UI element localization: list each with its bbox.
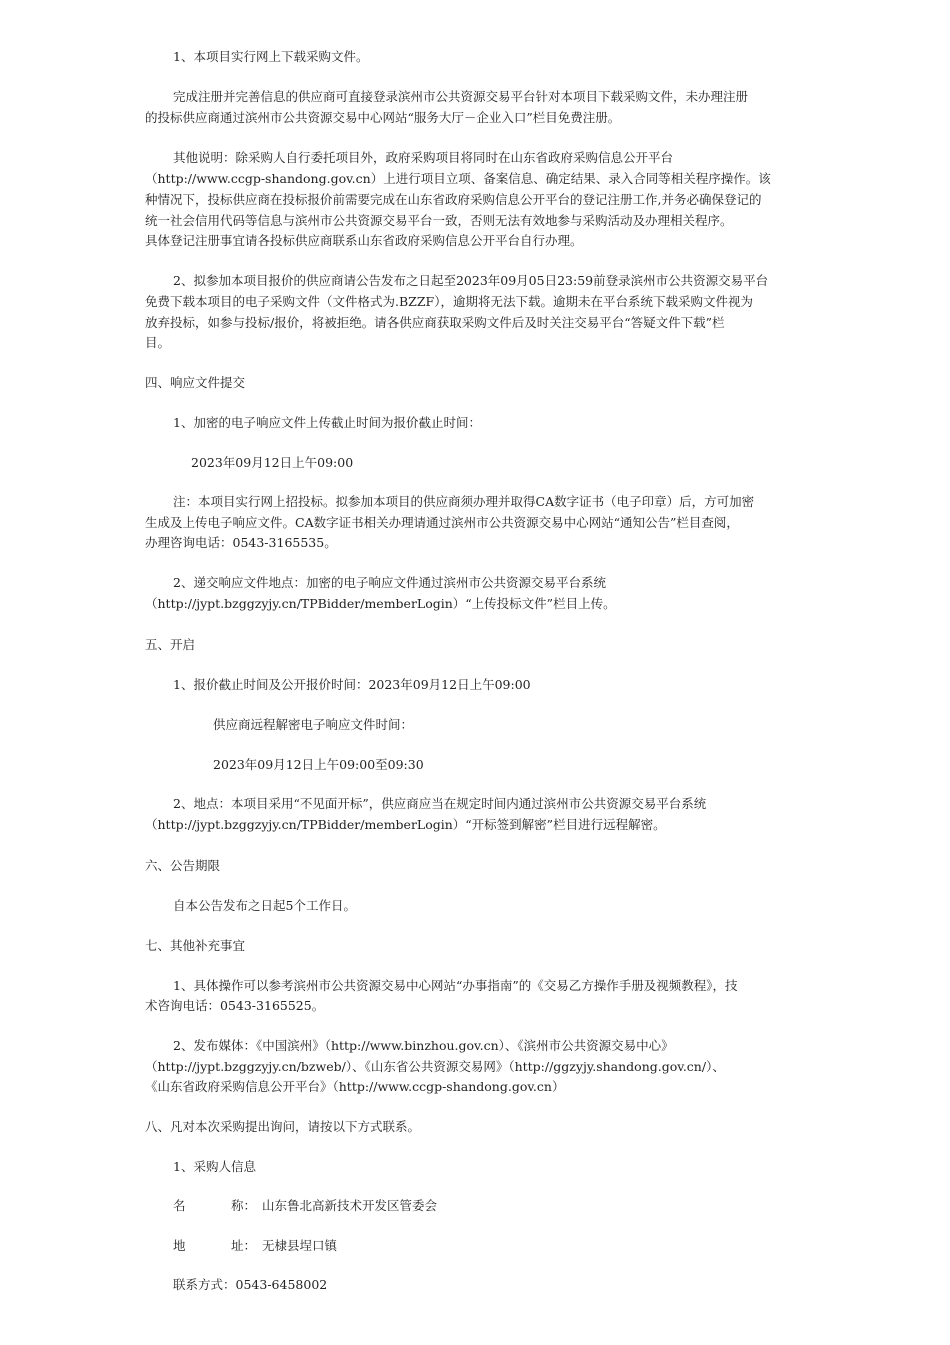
paragraph-line: 供应商远程解密电子响应文件时间：: [213, 717, 414, 732]
paragraph-line: 种情况下，投标供应商在投标报价前需要完成在山东省政府采购信息公开平台的登记注册工作,并务必确保登记的: [145, 192, 762, 207]
contact-name-label-a: 名: [173, 1198, 186, 1213]
paragraph-line: 自本公告发布之日起5个工作日。: [173, 898, 356, 913]
paragraph-line: 注：本项目实行网上招投标。拟参加本项目的供应商须办理并取得CA数字证书（电子印章）后，方可加密: [173, 494, 755, 509]
section-heading: 八、凡对本次采购提出询问，请按以下方式联系。: [145, 1119, 421, 1134]
contact-name-value: 山东鲁北高新技术开发区管委会: [262, 1198, 438, 1213]
contact-name-row: [145, 1195, 845, 1216]
paragraph-line: 办理咨询电话：0543-3165535。: [145, 535, 337, 550]
paragraph-line: 完成注册并完善信息的供应商可直接登录滨州市公共资源交易平台针对本项目下载采购文件，未办理注册: [173, 89, 749, 104]
paragraph-line: 具体登记注册事宜请各投标供应商联系山东省政府采购信息公开平台自行办理。: [145, 233, 583, 248]
paragraph-line: 统一社会信用代码等信息与滨州市公共资源交易平台一致，否则无法有效地参与采购活动及办理相关程序。: [145, 213, 733, 228]
paragraph-line: 1、采购人信息: [173, 1159, 256, 1174]
contact-address-value: 无棣县埕口镇: [262, 1238, 338, 1253]
paragraph-line: 放弃投标，如参与投标/报价，将被拒绝。请各供应商获取采购文件后及时关注交易平台“答疑文件下载”栏: [145, 315, 725, 330]
paragraph-line: 生成及上传电子响应文件。CA数字证书相关办理请通过滨州市公共资源交易中心网站“通知公告”栏目查阅，: [145, 515, 739, 530]
paragraph-line: 1、具体操作可以参考滨州市公共资源交易中心网站“办事指南”的《交易乙方操作手册及视频教程》，技: [173, 978, 738, 993]
section-heading: 七、其他补充事宜: [145, 938, 246, 953]
section-heading: 四、响应文件提交: [145, 375, 246, 390]
paragraph-line: 1、加密的电子响应文件上传截止时间为报价截止时间：: [173, 415, 481, 430]
paragraph-line: 2、地点：本项目采用“不见面开标”，供应商应当在规定时间内通过滨州市公共资源交易平台系统: [173, 796, 707, 811]
contact-address-row: [145, 1235, 845, 1256]
paragraph-line: 的投标供应商通过滨州市公共资源交易中心网站“服务大厅－企业入口”栏目免费注册。: [145, 110, 621, 125]
paragraph-line: 1、报价截止时间及公开报价时间：2023年09月12日上午09:00: [173, 677, 531, 692]
contact-address-label-a: 地: [173, 1238, 186, 1253]
paragraph-line: 术咨询电话：0543-3165525。: [145, 998, 325, 1013]
contact-phone-label: 联系方式：: [173, 1277, 236, 1292]
section-heading: 六、公告期限: [145, 858, 221, 873]
contact-phone-row: [145, 1274, 845, 1295]
paragraph-line: 2、拟参加本项目报价的供应商请公告发布之日起至2023年09月05日23:59前登录滨州市公共资源交易平台: [173, 273, 769, 288]
date-line: 2023年09月12日上午09:00: [191, 455, 354, 470]
contact-name-label-b: 称：: [231, 1198, 257, 1213]
contact-phone-value: 0543-6458002: [235, 1277, 328, 1292]
paragraph-line: 目。: [145, 335, 171, 350]
paragraph-line: 《山东省政府采购信息公开平台》（http://www.ccgp-shandong.gov.cn）: [145, 1079, 565, 1094]
paragraph-line: 2、发布媒体：《中国滨州》（http://www.binzhou.gov.cn）、《滨州市公共资源交易中心》: [173, 1038, 674, 1053]
paragraph-line: 1、本项目实行网上下载采购文件。: [173, 49, 369, 64]
contact-address-label-b: 址：: [231, 1238, 257, 1253]
paragraph-line: （http://www.ccgp-shandong.gov.cn）上进行项目立项、备案信息、确定结果、录入合同等相关程序操作。该: [145, 171, 771, 186]
date-line: 2023年09月12日上午09:00至09:30: [213, 757, 424, 772]
paragraph-line: （http://jypt.bzggzyjy.cn/bzweb/）、《山东省公共资源交易网》（http://ggzyjy.shandong.gov.cn/）、: [145, 1059, 725, 1074]
paragraph-line: 其他说明：除采购人自行委托项目外，政府采购项目将同时在山东省政府采购信息公开平台: [173, 150, 674, 165]
paragraph-line: （http://jypt.bzggzyjy.cn/TPBidder/memberLogin）“上传投标文件”栏目上传。: [145, 596, 616, 611]
paragraph-line: 2、递交响应文件地点：加密的电子响应文件通过滨州市公共资源交易平台系统: [173, 575, 606, 590]
paragraph-line: 免费下载本项目的电子采购文件（文件格式为.BZZF），逾期将无法下载。逾期未在平台系统下载采购文件视为: [145, 294, 753, 309]
paragraph-line: （http://jypt.bzggzyjy.cn/TPBidder/memberLogin）“开标签到解密”栏目进行远程解密。: [145, 817, 666, 832]
section-heading: 五、开启: [145, 637, 196, 652]
